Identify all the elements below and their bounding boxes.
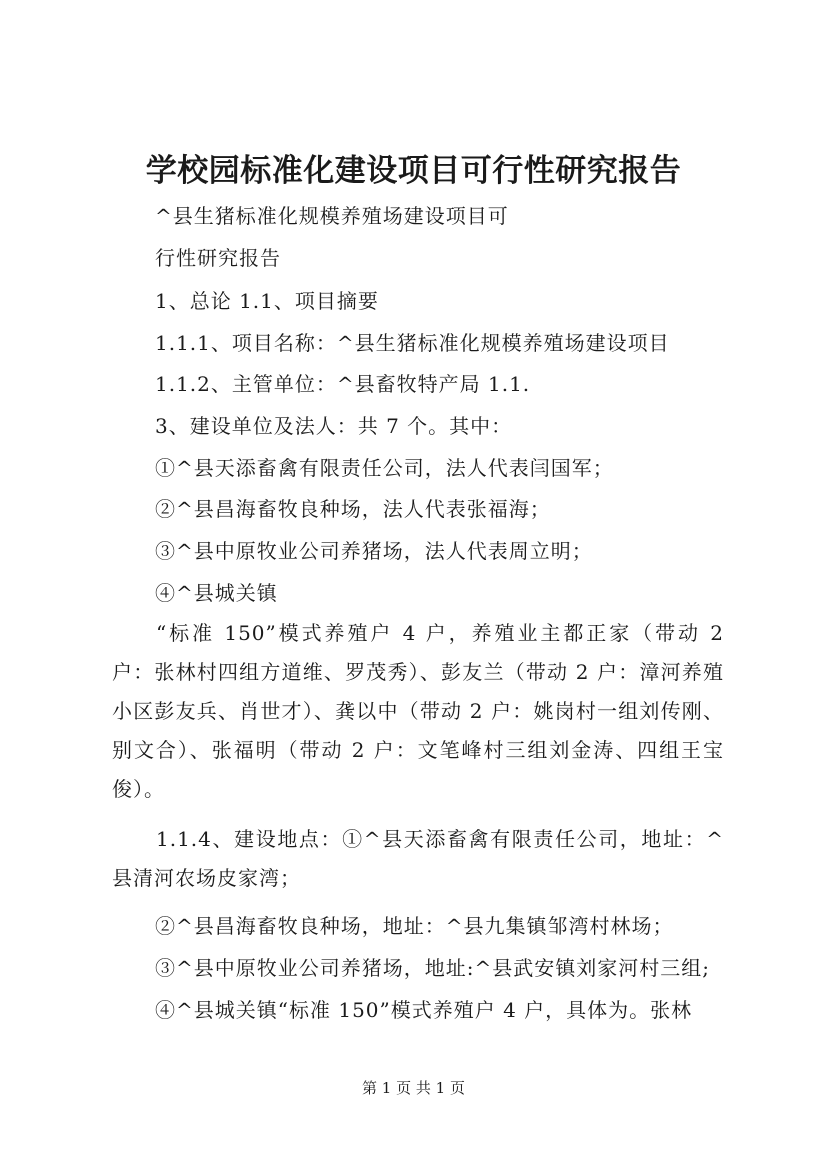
text-line: 1、总论 1.1、项目摘要 [155,289,379,313]
text-line: ④^县城关镇 [155,581,278,605]
text-line: ①^县天添畜禽有限责任公司，法人代表闫国军； [155,456,614,480]
text-line: 行性研究报告 [155,246,281,270]
paragraph: 1.1.4、建设地点：①^县天添畜禽有限责任公司，地址：^县清河农场皮家湾； [112,827,724,890]
text-line: ^县生猪标准化规模养殖场建设项目可 [155,204,509,228]
text-line: 1.1.1、项目名称：^县生猪标准化规模养殖场建设项目 [155,331,670,355]
text-line: 1.1.2、主管单位：^县畜牧特产局 1.1. [155,372,531,396]
document-title: 学校园标准化建设项目可行性研究报告 [145,153,682,189]
page-footer: 第 1 页 共 1 页 [362,1079,465,1097]
text-line: 3、建设单位及法人：共 7 个。其中： [155,414,513,438]
text-line: ③^县中原牧业公司养猪场，地址:^县武安镇刘家河村三组; [155,956,710,980]
paragraph: “标准 150”模式养殖户 4 户，养殖业主都正家（带动 2 户：张林村四组方道维、罗茂秀）、彭友兰（带动 2 户：漳河养殖小区彭友兵、肖世才）、龚以中（带动 2 户：姚岗村一组刘传刚、别文合）、张福明（带动 2 户：文笔峰村三组刘金涛、四组王宝俊）。 [112,621,724,801]
text-line: ②^县昌海畜牧良种场，法人代表张福海； [155,497,551,521]
text-line: ③^县中原牧业公司养猪场，法人代表周立明； [155,539,593,563]
text-line: ④^县城关镇“标准 150”模式养殖户 4 户，具体为。张林 [155,998,693,1022]
text-line: ②^县昌海畜牧良种场，地址：^县九集镇邹湾村林场； [155,914,674,938]
